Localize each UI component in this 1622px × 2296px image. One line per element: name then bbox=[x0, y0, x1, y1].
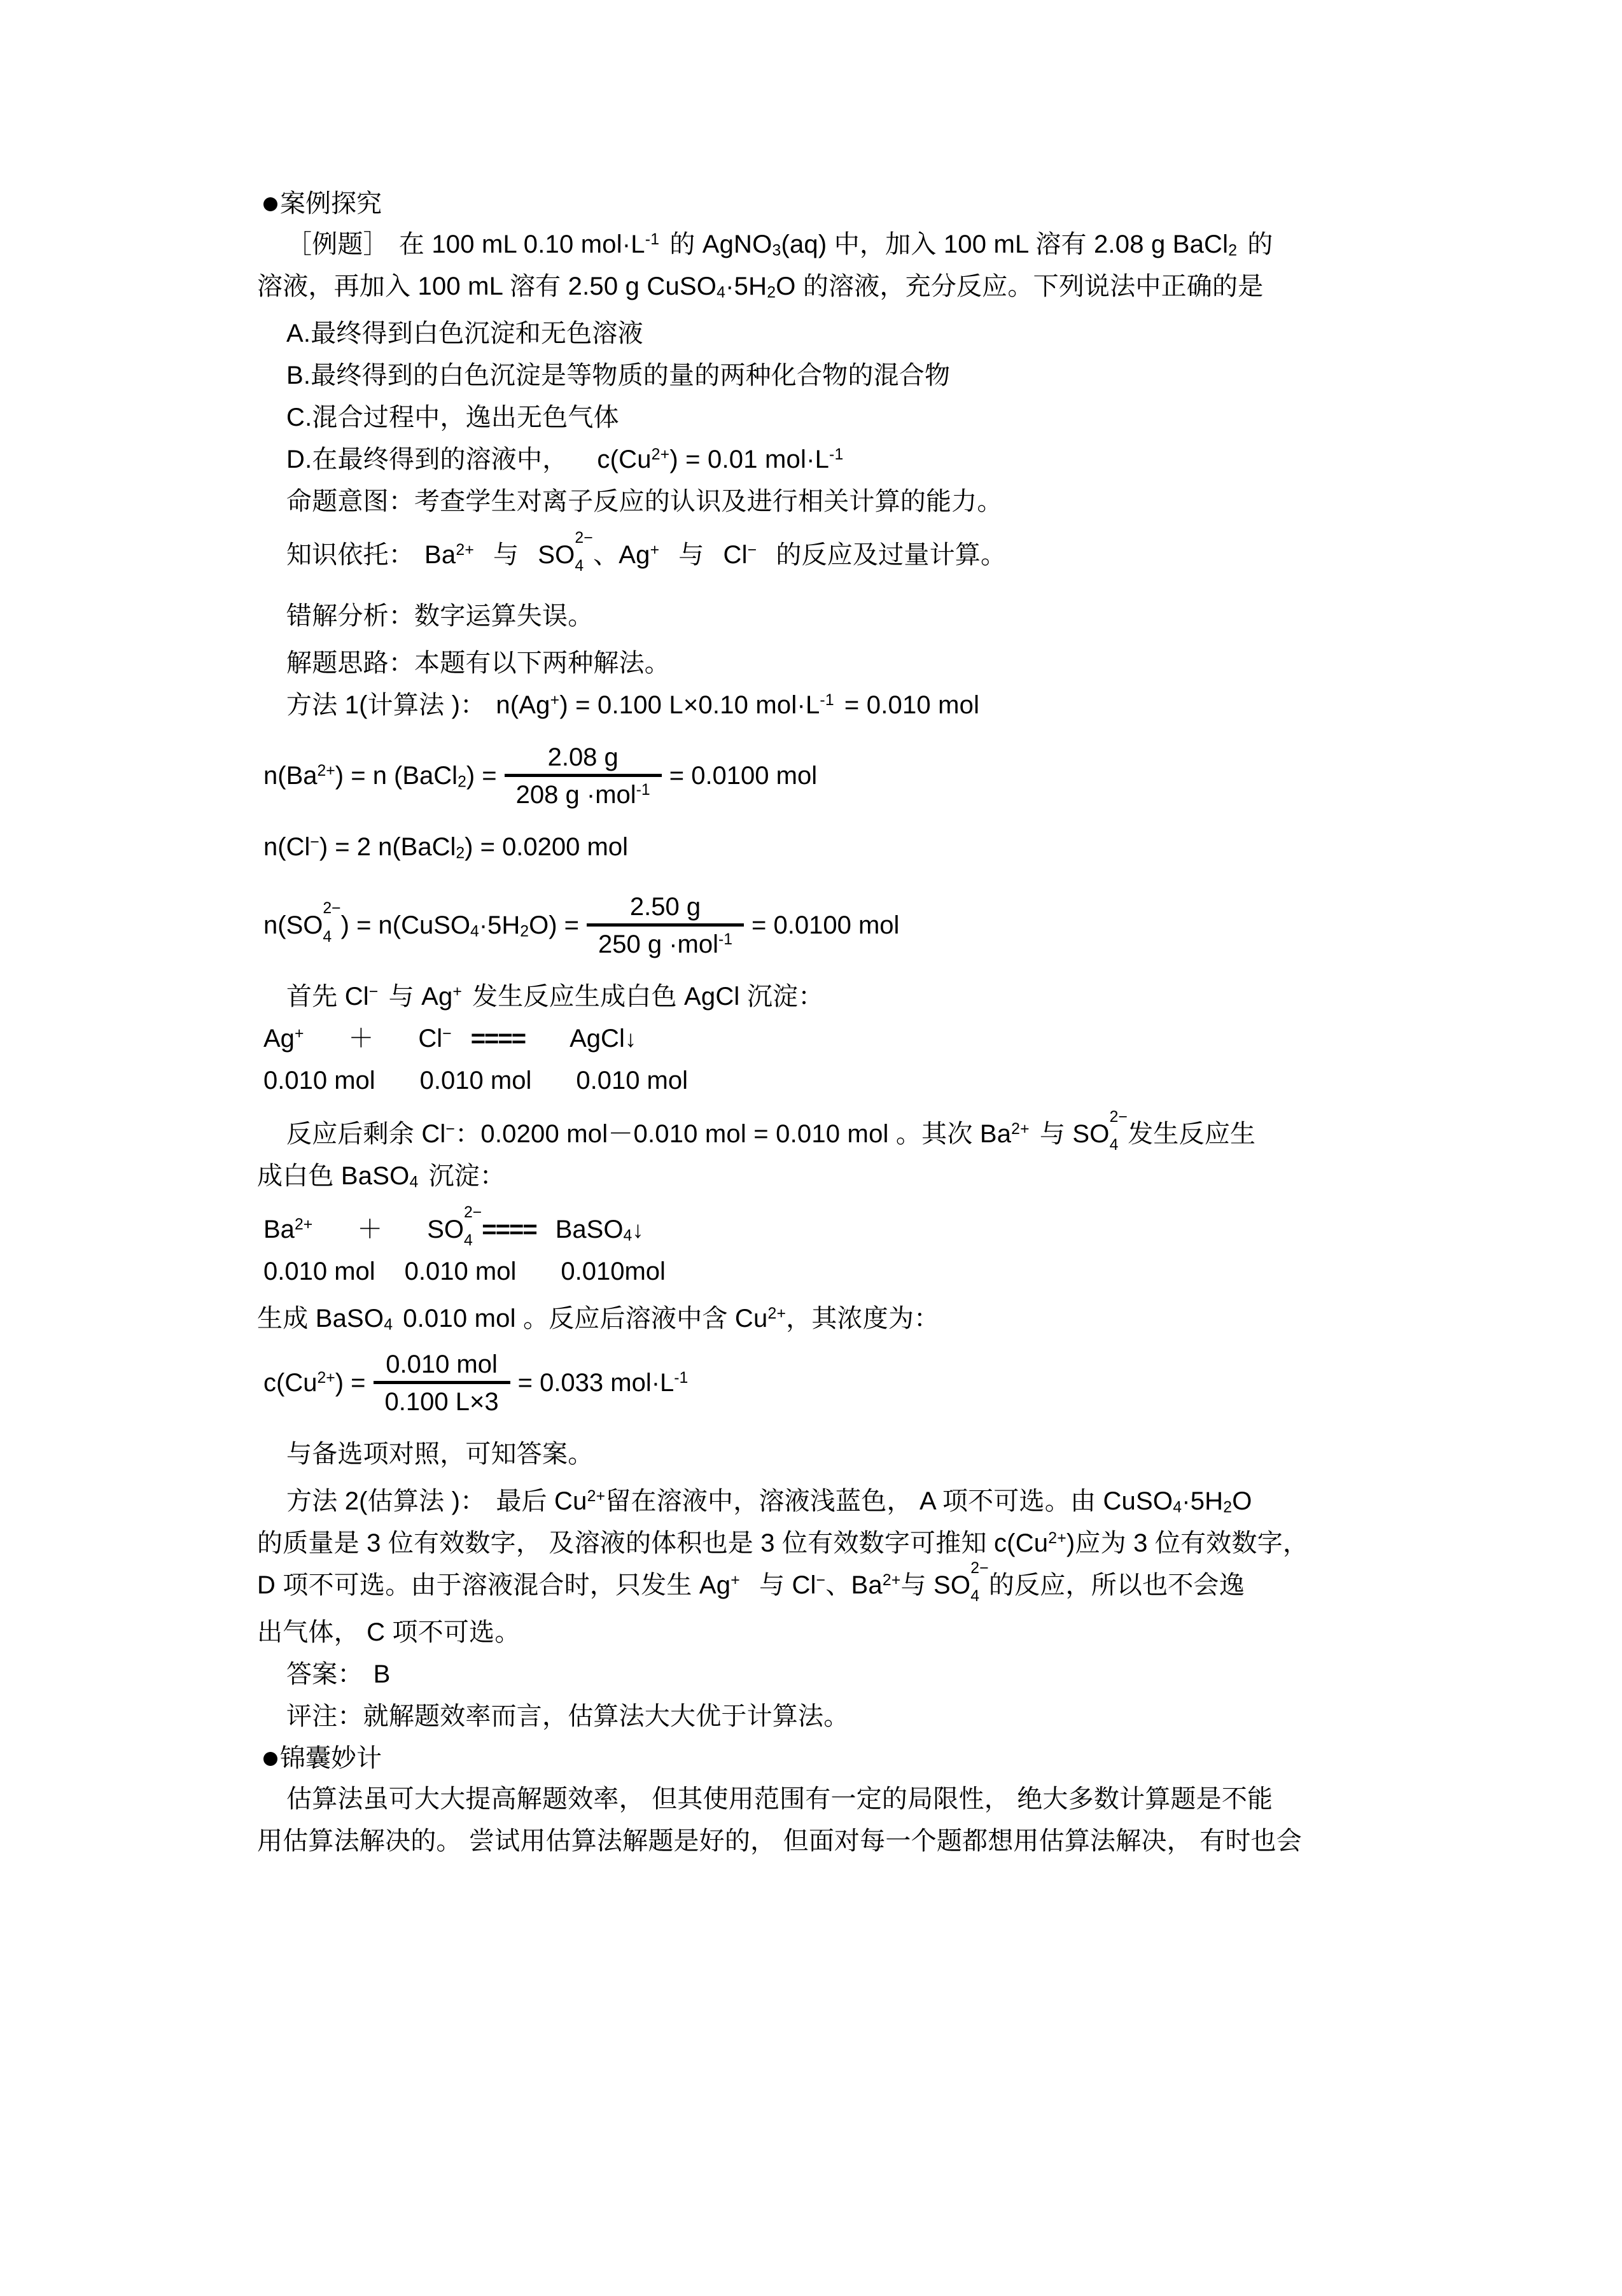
ba-fraction-denominator bbox=[505, 777, 662, 808]
problem-text-3: (aq) 中，加入 100 mL 溶有 2.08 g BaCl bbox=[781, 230, 1229, 258]
agcl-amounts-row bbox=[257, 1068, 1402, 1093]
method2-label: 方法 2(估算法 )： bbox=[286, 1487, 486, 1515]
ba-fraction-numerator: 2.08 g bbox=[547, 743, 619, 771]
method2-so4-charge: 2− bbox=[970, 1560, 989, 1578]
problem-intent bbox=[257, 489, 1402, 514]
option-a: A.最终得到白色沉淀和无色溶液 bbox=[286, 319, 643, 347]
agcl-equation bbox=[257, 1026, 1402, 1051]
agcl-eq-ag: Ag bbox=[263, 1025, 295, 1053]
baso4-eq-so4-marks bbox=[464, 1204, 482, 1249]
conc-fraction-numerator: 0.010 mol bbox=[386, 1350, 498, 1378]
baso4-eq-ba-charge: 2+ bbox=[294, 1216, 313, 1234]
option-d-formula-pre: c(Cu bbox=[597, 445, 652, 473]
comment-label: 评注： bbox=[286, 1702, 363, 1730]
intent-text: 考查学生对离子反应的认识及进行相关计算的能力。 bbox=[414, 487, 1003, 515]
so4-formula-sub3: 2 bbox=[520, 923, 529, 941]
tips-heading-text: 锦囊妙计 bbox=[280, 1744, 382, 1772]
method2-part1: 最后 Cu bbox=[496, 1487, 587, 1515]
knowledge-so4-charge: 2− bbox=[575, 529, 594, 547]
problem-line2-text-3: O 的溶液，充分反应。下列说法中正确的是 bbox=[776, 272, 1264, 300]
ba-formula-post: ) = bbox=[466, 762, 497, 790]
method2-ag-charge: + bbox=[731, 1572, 740, 1590]
tips-line1: 估算法虽可大大提高解题效率， 但其使用范围有一定的局限性， 绝大多数计算题是不能 bbox=[286, 1785, 1273, 1813]
agcl-eq-equals: ==== bbox=[470, 1025, 526, 1053]
agcl-eq-product: AgCl bbox=[570, 1025, 625, 1053]
method2-cu-charge: 2+ bbox=[587, 1488, 606, 1506]
agcl-amount-2: 0.010 mol bbox=[419, 1067, 532, 1095]
agcl-intro-ag-charge: + bbox=[452, 983, 463, 1001]
error-analysis-text: 数字运算失误。 bbox=[414, 602, 594, 630]
option-b: B.最终得到的白色沉淀是等物质的量的两种化合物的混合物 bbox=[286, 361, 951, 389]
agcl-intro-pre: 首先 Cl bbox=[286, 983, 369, 1011]
knowledge-ion-so4: SO bbox=[538, 541, 575, 569]
agcl-intro-post: 发生反应生成白色 AgCl 沉淀： bbox=[472, 983, 824, 1011]
conc-fraction bbox=[374, 1352, 510, 1415]
so4-formula-pre: n(SO bbox=[263, 911, 323, 940]
generated-sub: 4 bbox=[384, 1316, 393, 1334]
method2-line3-mid1: 与 Cl bbox=[759, 1571, 816, 1599]
method2-part4: O bbox=[1232, 1487, 1252, 1515]
ba-denominator-text: 208 g ·mol bbox=[515, 781, 636, 809]
so4-fraction-numerator: 2.50 g bbox=[629, 893, 701, 921]
tips-line2: 用估算法解决的。 尝试用估算法解题是好的， 但面对每一个题都想用估算法解决， 有时也会 bbox=[257, 1827, 1302, 1855]
remain-pre: 反应后剩余 Cl bbox=[286, 1120, 446, 1148]
generated-pre: 生成 BaSO bbox=[257, 1305, 384, 1333]
baso4-amount-1: 0.010 mol bbox=[263, 1257, 375, 1285]
so4-denominator-text: 250 g ·mol bbox=[598, 930, 718, 958]
method2-part3: ·5H bbox=[1182, 1487, 1224, 1515]
method2-line4: 出气体， C 项不可选。 bbox=[257, 1618, 521, 1646]
ba-formula-charge: 2+ bbox=[317, 762, 335, 780]
method1-calc-pre: n(Ag bbox=[496, 691, 550, 719]
so4-formula-mid2: ·5H bbox=[479, 911, 521, 940]
answer-value: B bbox=[373, 1660, 391, 1688]
formula-so4-amount bbox=[257, 895, 1402, 958]
so4-fraction-denominator bbox=[587, 927, 744, 957]
option-c: C.混合过程中，逸出无色气体 bbox=[286, 403, 619, 431]
agcl-eq-ag-charge: + bbox=[294, 1025, 304, 1043]
approach-text: 本题有以下两种解法。 bbox=[414, 649, 670, 677]
option-d-formula-post: ) = 0.01 mol·L bbox=[669, 445, 830, 473]
baso4-eq-ba: Ba bbox=[263, 1215, 295, 1243]
comment-line bbox=[257, 1704, 1402, 1729]
method1-calc-post: ) = 0.100 L×0.10 mol·L bbox=[559, 691, 820, 719]
ba-fraction bbox=[505, 745, 662, 808]
baso4-equation bbox=[257, 1204, 1402, 1249]
cl-formula-sub: 2 bbox=[456, 844, 465, 862]
remain-line2-sub: 4 bbox=[409, 1173, 419, 1191]
method2-so4-marks bbox=[970, 1560, 989, 1605]
baso4-eq-product-sub: 4 bbox=[623, 1227, 633, 1245]
ba-formula-sub: 2 bbox=[458, 773, 466, 791]
so4-formula-sub: 4 bbox=[323, 928, 332, 946]
method2-line3-pre: D 项不可选。由于溶液混合时，只发生 Ag bbox=[257, 1571, 731, 1599]
knowledge-ion-ag: Ag bbox=[619, 541, 650, 569]
knowledge-conj-2: 与 bbox=[678, 541, 704, 569]
method2-line2-post: )应为 3 位有效数字， bbox=[1066, 1529, 1309, 1557]
method2-line3-mid2: 、Ba bbox=[825, 1571, 883, 1599]
ba-denominator-exponent: -1 bbox=[636, 781, 650, 799]
method2-line2-pre: 的质量是 3 位有效数字， 及溶液的体积也是 3 位有效数字可推知 c(Cu bbox=[257, 1529, 1049, 1557]
problem-subscript-1: 3 bbox=[772, 242, 781, 260]
method1-label: 方法 1(计算法 )： bbox=[286, 691, 486, 719]
answer-label: 答案： bbox=[286, 1660, 363, 1688]
remain-tail: 发生反应生 bbox=[1128, 1120, 1256, 1148]
method2-line2-charge: 2+ bbox=[1048, 1530, 1066, 1548]
so4-formula-charge: 2− bbox=[323, 900, 341, 918]
method2-line2 bbox=[257, 1530, 1402, 1556]
section-heading-case-study bbox=[257, 191, 1402, 216]
problem-text-2: 的 AgNO bbox=[669, 230, 773, 258]
method1-calc-charge: + bbox=[550, 692, 560, 710]
agcl-eq-cl-charge: − bbox=[442, 1025, 452, 1043]
method2-line3-mid3: 与 SO bbox=[900, 1571, 971, 1599]
baso4-amount-2: 0.010 mol bbox=[404, 1257, 517, 1285]
method2-ba-charge: 2+ bbox=[882, 1572, 901, 1590]
formula-cl-amount bbox=[257, 834, 1402, 860]
option-d-exponent: -1 bbox=[829, 446, 844, 464]
remain-so4-charge: 2− bbox=[1109, 1109, 1128, 1126]
precipitate-arrow-icon: ↓ bbox=[624, 1026, 637, 1052]
precipitate-arrow-icon: ↓ bbox=[632, 1217, 644, 1243]
remaining-cl-line1 bbox=[257, 1109, 1402, 1154]
problem-label: ［例题］ bbox=[286, 230, 389, 258]
cl-formula-post: ) = 2 n(BaCl bbox=[319, 833, 456, 861]
option-d-charge: 2+ bbox=[651, 446, 670, 464]
agcl-reaction-intro bbox=[257, 984, 1402, 1009]
method1-calc-result: = 0.010 mol bbox=[844, 691, 980, 719]
knowledge-tail: 的反应及过量计算。 bbox=[776, 541, 1007, 569]
problem-line2-sub-2: 2 bbox=[767, 284, 776, 302]
conc-formula-charge: 2+ bbox=[317, 1369, 335, 1387]
remain-so4-sub: 4 bbox=[1109, 1136, 1119, 1154]
agcl-intro-mid: 与 Ag bbox=[388, 983, 453, 1011]
method2-cl-charge: − bbox=[816, 1572, 826, 1590]
knowledge-ion-cl: Cl bbox=[723, 541, 748, 569]
cl-formula-tail: ) = 0.0200 mol bbox=[465, 833, 628, 861]
cl-formula-charge: − bbox=[310, 834, 319, 851]
method2-sub2: 2 bbox=[1223, 1499, 1233, 1516]
generated-baso4-line bbox=[257, 1305, 1402, 1334]
knowledge-so4-ion-marks bbox=[575, 529, 594, 575]
problem-line2-text-1: 溶液，再加入 100 mL 溶有 2.50 g CuSO bbox=[257, 272, 717, 300]
agcl-amount-1: 0.010 mol bbox=[263, 1067, 375, 1095]
knowledge-ion-ba: Ba bbox=[424, 541, 456, 569]
method2-line1 bbox=[257, 1488, 1402, 1514]
error-analysis bbox=[257, 603, 1402, 629]
problem-text-4: 的 bbox=[1247, 230, 1273, 258]
baso4-eq-equals: ==== bbox=[482, 1215, 536, 1243]
baso4-amounts-row bbox=[257, 1259, 1402, 1284]
knowledge-basis bbox=[257, 529, 1402, 575]
knowledge-label: 知识依托： bbox=[286, 541, 414, 569]
so4-formula-mid: ) = n(CuSO bbox=[340, 911, 471, 940]
so4-formula-post: O) = bbox=[529, 911, 579, 940]
conc-formula-post: ) = bbox=[335, 1369, 366, 1397]
answer-line bbox=[257, 1662, 1402, 1687]
approach-label: 解题思路： bbox=[286, 649, 414, 677]
problem-exponent-1: -1 bbox=[645, 231, 660, 249]
intent-label: 命题意图： bbox=[286, 487, 414, 515]
generated-cu-charge: 2+ bbox=[767, 1305, 787, 1323]
method2-so4-sub: 4 bbox=[970, 1587, 980, 1605]
remaining-cl-line2 bbox=[257, 1163, 1402, 1189]
knowledge-so4-sub: 4 bbox=[575, 557, 584, 575]
method2-sub1: 4 bbox=[1173, 1499, 1182, 1516]
method2-line3-post: 的反应，所以也不会逸 bbox=[988, 1571, 1245, 1599]
generated-tail: ，其浓度为： bbox=[786, 1305, 940, 1333]
error-analysis-label: 错解分析： bbox=[286, 602, 414, 630]
formula-ba-amount bbox=[257, 743, 1402, 809]
knowledge-ba-charge: 2+ bbox=[456, 542, 474, 559]
so4-denominator-exponent: -1 bbox=[718, 931, 733, 949]
bullet-icon bbox=[263, 1752, 277, 1766]
method2-line3 bbox=[257, 1560, 1402, 1605]
agcl-amount-3: 0.010 mol bbox=[576, 1067, 689, 1095]
baso4-amount-3: 0.010mol bbox=[561, 1257, 666, 1285]
knowledge-ag-charge: + bbox=[650, 542, 660, 559]
problem-line2-text-2: ·5H bbox=[725, 272, 767, 300]
conc-fraction-denominator: 0.100 L×3 bbox=[384, 1388, 499, 1416]
baso4-eq-plus: ＋ bbox=[357, 1215, 383, 1243]
formula-cu-concentration bbox=[257, 1350, 1402, 1416]
option-d-prefix: D.在最终得到的溶液中， bbox=[286, 445, 568, 473]
so4-formula-result: = 0.0100 mol bbox=[752, 911, 900, 940]
agcl-eq-cl: Cl bbox=[418, 1025, 443, 1053]
cl-formula-pre: n(Cl bbox=[263, 833, 311, 861]
remain-line2-post: 沉淀： bbox=[428, 1162, 506, 1190]
ba-formula-lhs-pre: n(Ba bbox=[263, 762, 318, 790]
problem-statement-line2 bbox=[257, 272, 1402, 302]
problem-text-1: 在 100 mL 0.10 mol·L bbox=[398, 230, 645, 258]
method2-part2: 留在溶液中，溶液浅蓝色， A 项不可选。由 CuSO bbox=[605, 1487, 1173, 1515]
remain-mid: ：0.0200 mol－0.010 mol = 0.010 mol 。其次 Ba bbox=[455, 1120, 1012, 1148]
conc-result-exponent: -1 bbox=[674, 1369, 689, 1387]
baso4-eq-so4: SO bbox=[427, 1215, 465, 1243]
so4-formula-ion-marks bbox=[323, 900, 341, 946]
remain-ba-charge: 2+ bbox=[1011, 1121, 1030, 1138]
knowledge-conj-1: 与 bbox=[493, 541, 519, 569]
section-heading-tips bbox=[257, 1746, 1402, 1771]
method1-header bbox=[257, 692, 1402, 718]
knowledge-cl-charge: − bbox=[747, 542, 757, 559]
baso4-eq-so4-sub: 4 bbox=[464, 1231, 473, 1249]
compare-options-line: 与备选项对照，可知答案。 bbox=[286, 1440, 594, 1468]
option-d bbox=[257, 447, 1402, 472]
problem-line2-sub-1: 4 bbox=[717, 284, 726, 302]
baso4-eq-product: BaSO bbox=[555, 1215, 624, 1243]
comment-text: 就解题效率而言，估算法大大优于计算法。 bbox=[363, 1702, 849, 1730]
conc-formula-pre: c(Cu bbox=[263, 1369, 318, 1397]
document-content bbox=[257, 191, 1402, 1870]
problem-statement-line1 bbox=[257, 230, 1402, 260]
generated-mid: 0.010 mol 。反应后溶液中含 Cu bbox=[403, 1305, 768, 1333]
problem-subscript-2: 2 bbox=[1228, 242, 1238, 260]
solution-approach bbox=[257, 650, 1402, 676]
knowledge-separator: 、 bbox=[593, 541, 619, 569]
bullet-icon bbox=[263, 197, 277, 211]
remain-line2-pre: 成白色 BaSO bbox=[257, 1162, 410, 1190]
method1-calc-exponent: -1 bbox=[820, 692, 834, 710]
remain-so4-ion-marks bbox=[1109, 1109, 1128, 1154]
agcl-intro-cl-charge: − bbox=[368, 983, 379, 1001]
conc-result-text: = 0.033 mol·L bbox=[517, 1369, 675, 1397]
agcl-eq-plus: ＋ bbox=[348, 1025, 374, 1053]
ba-formula-result: = 0.0100 mol bbox=[669, 762, 818, 790]
so4-formula-sub2: 4 bbox=[470, 923, 479, 941]
case-study-heading-text: 案例探究 bbox=[280, 190, 382, 218]
ba-formula-mid: ) = n (BaCl bbox=[335, 762, 458, 790]
baso4-eq-so4-charge: 2− bbox=[464, 1204, 482, 1222]
remain-cl-charge: − bbox=[445, 1121, 456, 1138]
remain-conj: 与 SO bbox=[1039, 1120, 1110, 1148]
so4-fraction bbox=[587, 894, 744, 957]
